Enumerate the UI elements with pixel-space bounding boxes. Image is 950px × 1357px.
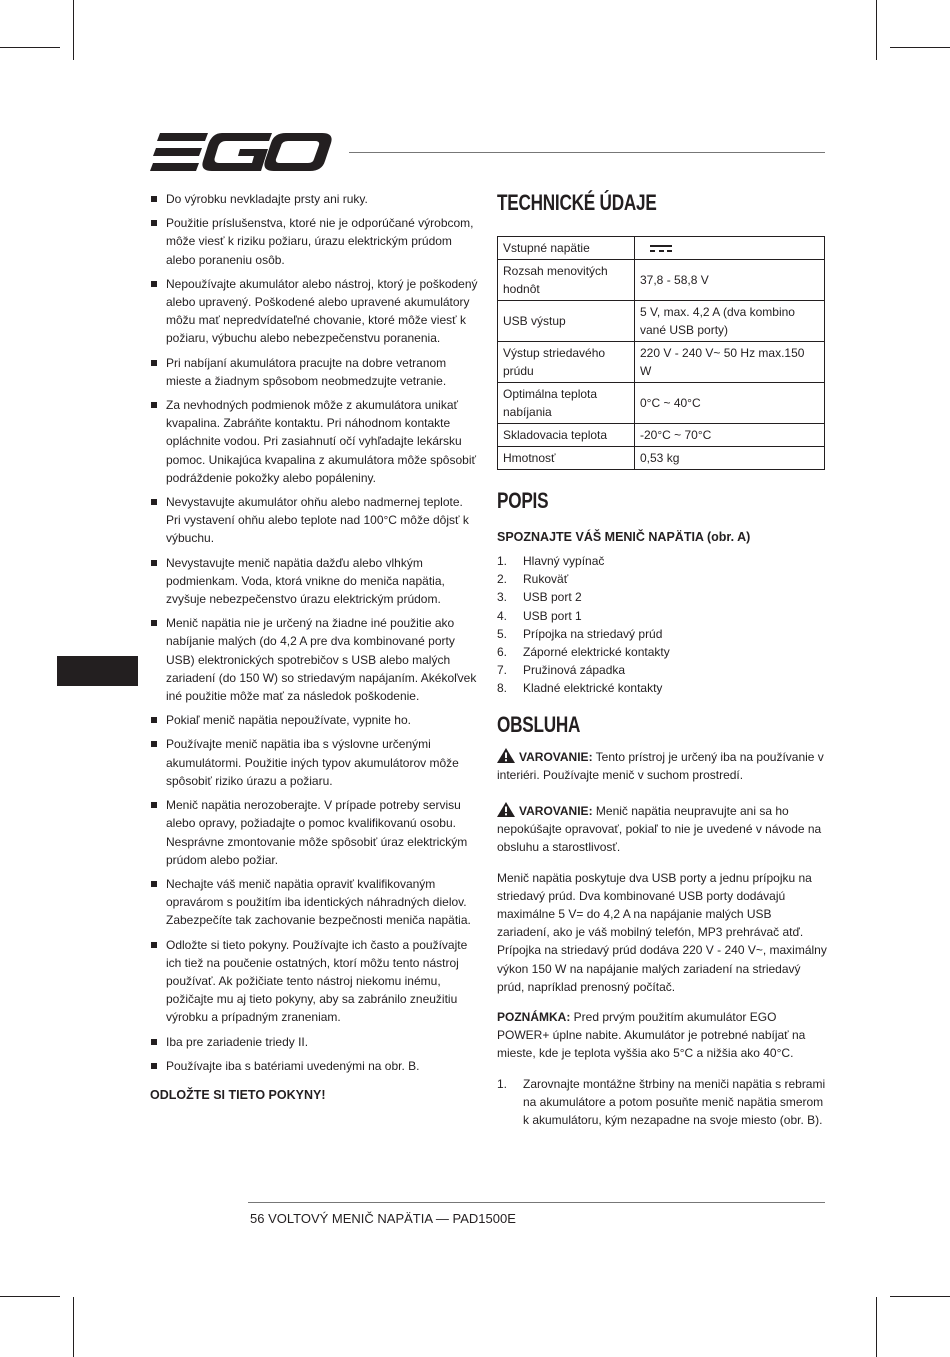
spec-table — [497, 236, 825, 470]
list-item: Menič napätia nie je určený na žiadne iné použitie ako nabíjanie malých (do 4,2 A pre dva kombinované porty USB) elektronických spotrebičov s USB alebo malých zariadení (do 150 W) so striedavým napájaním. Akékoľvek iné použitie môže mať za následok poškodenie. — [150, 614, 480, 705]
table-row — [498, 447, 825, 470]
warning-paragraph — [497, 802, 827, 857]
section-tab-marker — [57, 656, 138, 686]
warning-text: Tento prístroj je určený iba na používanie v interiéri. Používajte menič v suchom prostredí. — [497, 749, 824, 782]
list-item: Nevystavujte menič napätia dažďu alebo vlhkým podmienkam. Voda, ktorá vnikne do meniča napätia, zvyšuje nebezpečenstvo úrazu elektrickým prúdom. — [150, 554, 480, 609]
popis-subheading: SPOZNAJTE VÁŠ MENIČ NAPÄTIA (obr. A) — [497, 530, 751, 544]
list-item: Použitie príslušenstva, ktoré nie je odporúčané výrobcom, môže viesť k riziku požiaru, úrazu elektrickým prúdom alebo poraneniu osôb. — [150, 214, 480, 269]
spec-value: 37,8 - 58,8 V — [635, 260, 825, 301]
spec-label: Výstup striedavého prúdu — [498, 342, 635, 383]
table-row — [498, 260, 825, 301]
spec-label: Rozsah menovitých hodnôt — [498, 260, 635, 301]
spec-label: Hmotnosť — [498, 447, 635, 470]
spec-value: 0°C ~ 40°C — [635, 383, 825, 424]
warning-label: VAROVANIE: — [519, 804, 593, 819]
list-item: 4. USB port 1 — [497, 608, 582, 623]
header-rule — [349, 152, 825, 153]
table-row — [498, 424, 825, 447]
crop-mark — [73, 1297, 74, 1357]
dc-current-symbol-icon — [650, 244, 672, 253]
ego-logo-icon — [150, 131, 332, 173]
note-text: Pred prvým použitím akumulátor EGO POWER+ úplne nabite. Akumulátor je potrebné nabíjať na mieste, kde je teplota vyššia ako 5°C a nižšia ako 40°C. — [497, 1010, 806, 1061]
list-item: 2. Rukoväť — [497, 572, 569, 587]
list-item: 1. Zarovnajte montážne štrbiny na meniči napätia s rebrami na akumulátore a potom posuňte menič napätia smerom k akumulátoru, kým nezapadne na svoje miesto (obr. B). — [497, 1076, 826, 1128]
table-row — [498, 237, 825, 260]
warning-label: VAROVANIE: — [519, 749, 593, 764]
spec-value: 0,53 kg — [635, 447, 825, 470]
list-item: 3. USB port 2 — [497, 590, 582, 605]
list-item: Odložte si tieto pokyny. Používajte ich často a používajte ich tiež na poučenie ostatných, ktorí môžu tento nástroj používať. Ak požičiate tento nástroj niekomu inému, požičajte mu aj tieto pokyny, aby sa zabránilo zneužitiu výrobku a prípadným zraneniam. — [150, 936, 480, 1027]
note-paragraph — [497, 1008, 827, 1063]
spec-value: 5 V, max. 4,2 A (dva kombino vané USB porty) — [635, 301, 825, 342]
safety-list — [150, 190, 480, 1075]
list-item: Pri nabíjaní akumulátora pracujte na dobre vetranom mieste a žiadnym spôsobom neobmedzujte vetranie. — [150, 354, 480, 390]
footer-rule — [248, 1202, 825, 1203]
obsluha-heading: OBSLUHA — [497, 711, 581, 737]
description-paragraph: Menič napätia poskytuje dva USB porty a jednu prípojku na striedavý prúd. Dva kombinované USB porty dodávajú maximálne 5 V= do 4,2 A na napájanie malých USB zariadení, ako je váš mobilný telefón, MP3 prehrávač atď. Prípojka na striedavý prúd dodáva 220 V - 240 V~, maximálny výkon 150 W na napájanie malých zariadení na striedavý prúd, napríklad prenosný počítač. — [497, 870, 827, 994]
list-item: 6. Záporné elektrické kontakty — [497, 645, 670, 660]
list-item: 8. Kladné elektrické kontakty — [497, 681, 663, 696]
list-item: 1. Hlavný vypínač — [497, 554, 605, 568]
table-row — [498, 342, 825, 383]
crop-mark — [890, 47, 950, 48]
spec-value — [635, 237, 825, 260]
note-label: POZNÁMKA: — [497, 1010, 571, 1025]
warning-paragraph — [497, 748, 827, 784]
list-item: Iba pre zariadenie triedy II. — [150, 1033, 480, 1051]
steps-list — [497, 1075, 827, 1130]
keep-instructions: ODLOŽTE SI TIETO POKYNY! — [150, 1087, 326, 1102]
crop-mark — [0, 1296, 60, 1297]
parts-list — [497, 552, 827, 698]
warning-triangle-icon — [497, 748, 515, 763]
page-footer: 56 VOLTOVÝ MENIČ NAPÄTIA — PAD1500E — [250, 1211, 516, 1226]
warning-text: Menič napätia neupravujte ani sa ho nepokúšajte opravovať, pokiaľ to nie je uvedené v návode na obsluhu a starostlivosť. — [497, 804, 822, 855]
list-item: Do výrobku nevkladajte prsty ani ruky. — [150, 190, 480, 208]
safety-column — [150, 190, 480, 1102]
list-item: Pokiaľ menič napätia nepoužívate, vypnite ho. — [150, 711, 480, 729]
crop-mark — [890, 1296, 950, 1297]
list-item: Používajte menič napätia iba s výslovne určenými akumulátormi. Použitie iných typov akumulátorov môže spôsobiť riziko úrazu a požiaru. — [150, 735, 480, 790]
popis-heading: POPIS — [497, 488, 549, 513]
spec-label: Optimálna teplota nabíjania — [498, 383, 635, 424]
crop-mark — [876, 1297, 877, 1357]
table-row — [498, 383, 825, 424]
spec-label: USB výstup — [498, 301, 635, 342]
spec-value: 220 V - 240 V~ 50 Hz max.150 W — [635, 342, 825, 383]
list-item: Nevystavujte akumulátor ohňu alebo nadmernej teplote. Pri vystavení ohňu alebo teplote nad 100°C môže dôjsť k výbuchu. — [150, 493, 480, 548]
crop-mark — [0, 47, 60, 48]
list-item: Za nevhodných podmienok môže z akumulátora unikať kvapalina. Zabráňte kontaktu. Pri náhodnom kontakte opláchnite vodou. Pri zasiahnutí očí vyhľadajte lekársku pomoc. Unikajúca kvapalina z akumulátora môže spôsobiť podráždenie pokožky alebo popáleniny. — [150, 396, 480, 487]
list-item: Nepoužívajte akumulátor alebo nástroj, ktorý je poškodený alebo upravený. Poškodené alebo upravené akumulátory môžu mať nepredvídateľné chovanie, ktoré môže viesť k požiaru, výbuchu alebo nebezpečenstvu poranenia. — [150, 275, 480, 348]
table-row — [498, 301, 825, 342]
right-column — [497, 190, 827, 1129]
list-item: Používajte iba s batériami uvedenými na obr. B. — [150, 1057, 480, 1075]
spec-label: Vstupné napätie — [498, 237, 635, 260]
warning-triangle-icon — [497, 802, 515, 817]
crop-mark — [876, 0, 877, 60]
spec-label: Skladovacia teplota — [498, 424, 635, 447]
list-item: Nechajte váš menič napätia opraviť kvalifikovaným opravárom s použitím iba identických náhradných dielov. Zabezpečíte tak zachovanie bezpečnosti meniča napätia. — [150, 875, 480, 930]
list-item: Menič napätia nerozoberajte. V prípade potreby servisu alebo opravy, požiadajte o pomoc kvalifikovanú osobu. Nesprávne zmontovanie môže spôsobiť úraz elektrickým prúdom alebo požiar. — [150, 796, 480, 869]
technical-heading: TECHNICKÉ ÚDAJE — [497, 190, 657, 215]
spec-value: -20°C ~ 70°C — [635, 424, 825, 447]
list-item: 5. Prípojka na striedavý prúd — [497, 626, 663, 641]
list-item: 7. Pružinová západka — [497, 663, 626, 678]
crop-mark — [73, 0, 74, 60]
